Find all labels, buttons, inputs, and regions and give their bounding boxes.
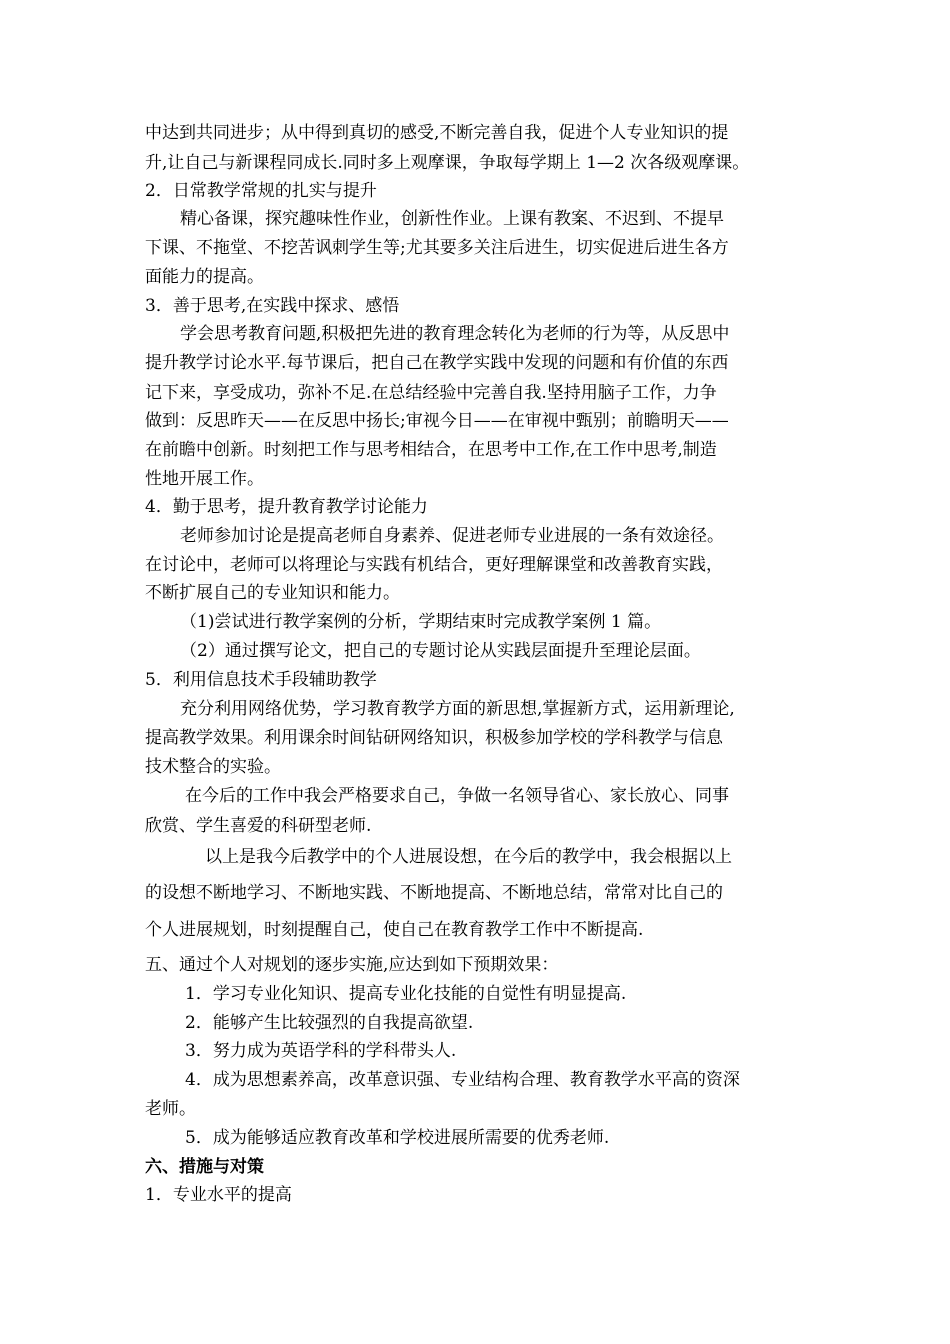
paragraph-line: 的设想不断地学习、不断地实践、不断地提高、不断地总结，常常对比自己的	[145, 883, 723, 903]
paragraph-line: 在讨论中，老师可以将理论与实践有机结合，更好理解课堂和改善教育实践，	[145, 555, 723, 575]
paragraph-line: 在前瞻中创新。时刻把工作与思考相结合，在思考中工作,在工作中思考,制造	[145, 440, 717, 460]
paragraph-line: 在今后的工作中我会严格要求自己，争做一名领导省心、家长放心、同事	[185, 786, 729, 806]
paragraph-line: 提高教学效果。利用课余时间钻研网络知识，积极参加学校的学科教学与信息	[145, 728, 723, 748]
section-heading: 1．专业水平的提高	[145, 1185, 292, 1205]
section-heading: 4．勤于思考，提升教育教学讨论能力	[145, 497, 428, 517]
list-item: 5．成为能够适应教育改革和学校进展所需要的优秀老师.	[185, 1128, 610, 1148]
paragraph-line: 个人进展规划，时刻提醒自己，使自己在教育教学工作中不断提高.	[145, 920, 644, 940]
section-heading: 5．利用信息技术手段辅助教学	[145, 670, 377, 690]
paragraph-line: 充分利用网络优势，学习教育教学方面的新思想,掌握新方式，运用新理论,	[180, 699, 735, 719]
paragraph-line: 精心备课，探究趣味性作业，创新性作业。上课有教案、不迟到、不提早	[180, 209, 724, 229]
paragraph-line: 中达到共同进步；从中得到真切的感受,不断完善自我，促进个人专业知识的提	[145, 123, 729, 143]
paragraph-line: 升,让自己与新课程同成长.同时多上观摩课，争取每学期上 1—2 次各级观摩课。	[145, 153, 750, 173]
paragraph-line: 记下来，享受成功，弥补不足.在总结经验中完善自我.坚持用脑子工作，力争	[145, 383, 717, 403]
section-heading: 六、措施与对策	[145, 1157, 264, 1177]
paragraph-line: 技术整合的实验。	[145, 757, 281, 777]
paragraph-line: 不断扩展自己的专业知识和能力。	[145, 583, 400, 603]
list-item: 3．努力成为英语学科的学科带头人.	[185, 1041, 457, 1061]
section-heading: 2．日常教学常规的扎实与提升	[145, 181, 377, 201]
paragraph-line: 欣赏、学生喜爱的科研型老师.	[145, 816, 372, 836]
list-item: 老师。	[145, 1099, 196, 1119]
paragraph-line: 提升教学讨论水平.每节课后，把自己在教学实践中发现的问题和有价值的东西	[145, 353, 729, 373]
paragraph-line: 以上是我今后教学中的个人进展设想，在今后的教学中，我会根据以上	[205, 847, 732, 867]
paragraph-line: 做到：反思昨天——在反思中扬长;审视今日——在审视中甄别；前瞻明天——	[145, 411, 729, 431]
paragraph-line: 性地开展工作。	[145, 469, 264, 489]
section-heading: 3．善于思考,在实践中探求、感悟	[145, 296, 400, 316]
list-item: 2．能够产生比较强烈的自我提高欲望.	[185, 1013, 474, 1033]
paragraph-line: 面能力的提高。	[145, 267, 264, 287]
section-heading: 五、通过个人对规划的逐步实施,应达到如下预期效果：	[145, 955, 559, 975]
list-item: （1)尝试进行教学案例的分析，学期结束时完成教学案例 1 篇。	[180, 612, 662, 632]
paragraph-line: 学会思考教育问题,积极把先进的教育理念转化为老师的行为等，从反思中	[180, 324, 730, 344]
list-item: 1．学习专业化知识、提高专业化技能的自觉性有明显提高.	[185, 984, 627, 1004]
list-item: （2）通过撰写论文，把自己的专题讨论从实践层面提升至理论层面。	[180, 641, 701, 661]
list-item: 4．成为思想素养高，改革意识强、专业结构合理、教育教学水平高的资深	[185, 1070, 740, 1090]
paragraph-line: 下课、不拖堂、不挖苦讽刺学生等;尤其要多关注后进生，切实促进后进生各方	[145, 238, 729, 258]
paragraph-line: 老师参加讨论是提高老师自身素养、促进老师专业进展的一条有效途径。	[180, 526, 724, 546]
